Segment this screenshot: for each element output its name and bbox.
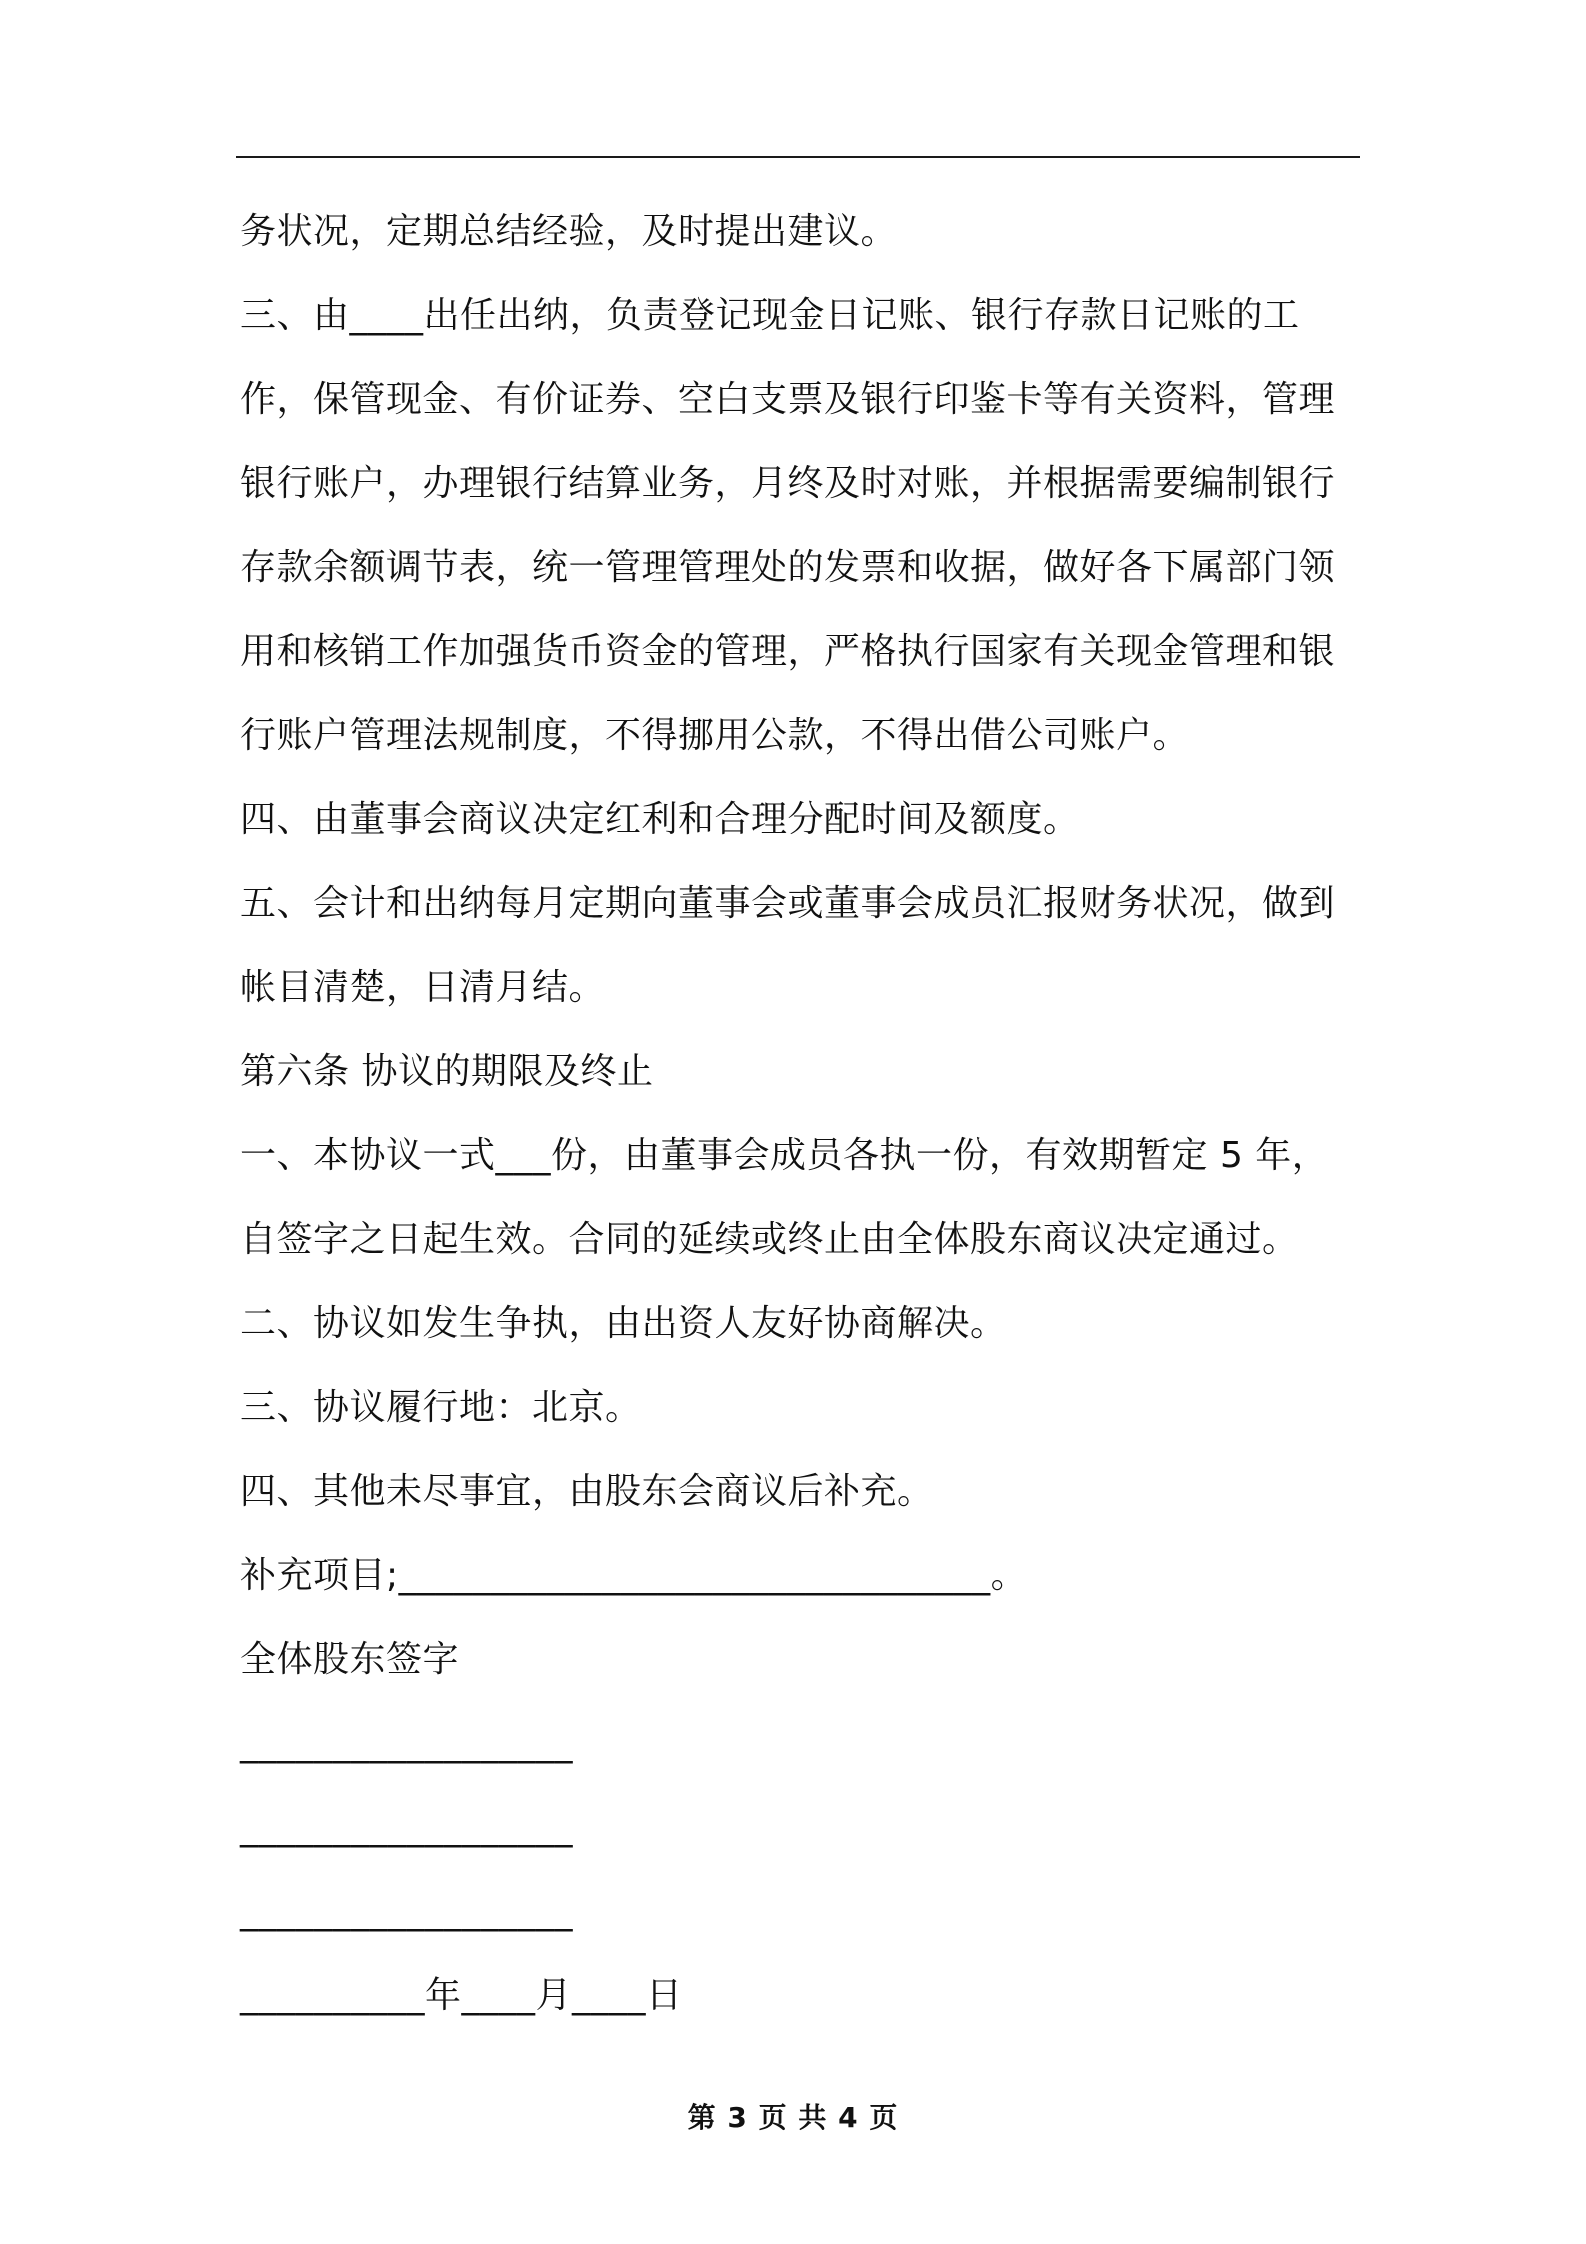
paragraph-reporting: 五、会计和出纳每月定期向董事会或董事会成员汇报财务状况，做到帐目清楚，日清月结。 (240, 883, 1336, 1008)
paragraph-copies-term: 一、本协议一式___份，由董事会成员各执一份，有效期暂定 5 年，自签字之日起生效。合同的延续或终止由全体股东商议决定通过。 (240, 1135, 1329, 1260)
header-rule (236, 156, 1360, 158)
paragraph-other-matters: 四、其他未尽事宜，由股东会商议后补充。 (240, 1471, 934, 1512)
date-line: __________年____月____日 (240, 1975, 683, 2016)
paragraph-place: 三、协议履行地：北京。 (240, 1387, 642, 1428)
section-heading-article-6: 第六条 协议的期限及终止 (240, 1051, 654, 1092)
paragraph-continuation: 务状况，定期总结经验，及时提出建议。 (240, 211, 898, 252)
signature-line: __________________ (240, 1723, 573, 1764)
paragraph-dividends: 四、由董事会商议决定红利和合理分配时间及额度。 (240, 799, 1080, 840)
supplement-line: 补充项目;________________________________。 (240, 1555, 1028, 1596)
signature-line: __________________ (240, 1807, 573, 1848)
signature-heading: 全体股东签字 (240, 1639, 460, 1680)
paragraph-cashier-duties: 三、由____出任出纳，负责登记现金日记账、银行存款日记账的工作，保管现金、有价证券、空白支票及银行印鉴卡等有关资料，管理银行账户，办理银行结算业务，月终及时对账，并根据需要编制银行存款余额调节表，统一管理管理处的发票和收据，做好各下属部门领用和核销工作加强货币资金的管理，严格执行国家有关现金管理和银行账户管理法规制度，不得挪用公款，不得出借公司账户。 (240, 295, 1336, 756)
page-number-footer: 第 3 页 共 4 页 (687, 2101, 899, 2134)
document-body (240, 190, 1362, 2038)
paragraph-disputes: 二、协议如发生争执，由出资人友好协商解决。 (240, 1303, 1007, 1344)
signature-line: __________________ (240, 1891, 573, 1932)
